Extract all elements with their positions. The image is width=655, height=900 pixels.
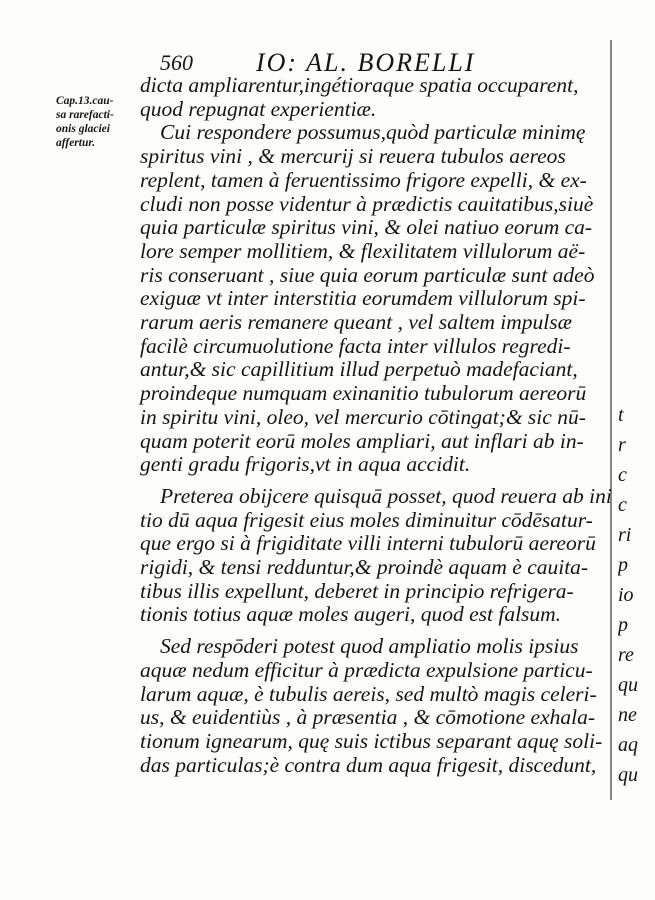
text-line: genti gradu frigoris,vt in aqua accidit. [140,452,471,477]
text-line: das particulas;è contra dum aqua frigesit, discedunt, [140,752,597,777]
marginal-note-line: onis glaciei [56,123,110,135]
facing-fragment: qu [618,674,638,696]
running-head: IO: AL. BORELLI [256,48,476,77]
main-text [140,73,612,777]
text-line: tionum ignearum, quę suis ictibus separant aquę soli- [140,728,603,753]
text-line: Sed respōderi potest quod ampliatio molis ipsius [160,634,579,659]
text-line: rarum aeris remanere queant , vel saltem impulsæ [140,310,572,335]
text-line: antur,& sic capillitium illud perpetuò madefaciant, [140,357,578,382]
facing-fragment: p [618,554,628,576]
text-line: larum aquæ, è tubulis aereis, sed multò magis celeri- [140,681,597,706]
text-line: quia particulæ spiritus vini, & olei natiuo eorum ca- [140,215,593,240]
text-line: tionis totius aquæ moles augeri, quod est falsum. [140,602,562,627]
marginal-note-line: sa rarefacti- [56,109,114,121]
facing-fragment: p [618,614,628,636]
text-line: tibus illis expellunt, deberet in principio refrigera- [140,578,574,603]
text-line: aquæ nedum efficitur à prædicta expulsione particu- [140,657,593,682]
text-line: lore semper mollitiem, & flexilitatem villulorum aë- [140,238,586,263]
facing-fragment: t [618,404,624,426]
text-line: quam poterit eorū moles ampliari, aut inflari ab in- [140,428,584,453]
text-line: ris conseruant , siue quia eorum particulæ sunt adeò [140,262,595,287]
facing-fragment: c [618,494,627,516]
text-line: us, & euidentiùs , à præsentia , & cōmotione exhala- [140,705,596,730]
text-line: Cui respondere possumus,quòd particulæ minimę [160,120,586,145]
text-line: que ergo si à frigiditate villi interni tubulorū aereorū [140,531,596,556]
facing-fragment: ne [618,704,637,726]
marginal-note-line: Cap.13.cau- [56,95,114,107]
text-line: replent, tamen à feruentissimo frigore expelli, & ex- [140,167,587,192]
text-line: proindeque numquam exinanitio tubulorum aereorū [140,381,587,406]
facing-page-fragments [618,400,655,790]
facing-fragment: ri [618,524,632,546]
text-line: Preterea obijcere quisquā posset, quod reuera ab ini [160,483,612,508]
marginal-note [56,94,136,150]
text-line: facilè circumuolutione facta inter villulos regredi- [140,333,571,358]
text-line: exiguæ vt inter interstitia eorumdem villulorum spi- [140,286,586,311]
text-line: spiritus vini , & mercurij si reuera tubulos aereos [140,144,566,169]
text-line: in spiritu vini, oleo, vel mercurio cōtingat;& sic nū- [140,404,586,429]
text-line: quod repugnat experientiæ. [140,96,377,121]
text-line: tio dū aqua frigesit eius moles diminuitur cōdēsatur- [140,507,593,532]
facing-fragment: aq [618,734,638,756]
text-line: rigidi, & tensi redduntur,& proindè aquam è cauita- [140,555,589,580]
facing-fragment: c [618,464,627,486]
facing-fragment: re [618,644,634,666]
facing-fragment: qu [618,764,638,786]
marginal-note-line: affertur. [56,137,96,149]
text-line: cludi non posse videntur à prædictis cauitatibus,siuè [140,191,594,216]
facing-fragment: io [618,584,634,606]
facing-fragment: r [618,434,626,456]
text-line: dicta ampliarentur,ingétioraque spatia occuparent, [140,73,579,97]
page-number: 560 [160,50,193,75]
